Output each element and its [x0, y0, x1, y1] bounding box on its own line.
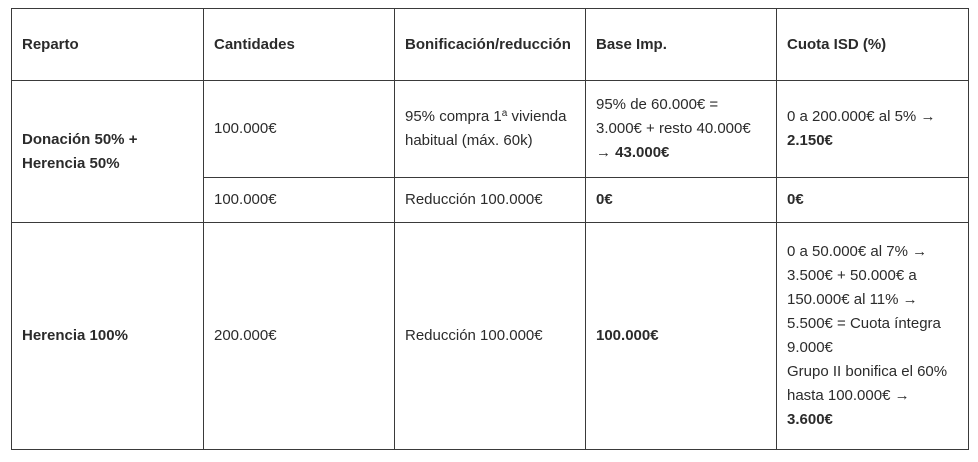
table-row — [12, 81, 969, 178]
cell-bonificacion — [395, 81, 586, 178]
cell-reparto: Donación 50% + Herencia 50% — [12, 81, 204, 223]
header-cuota: Cuota ISD (%) — [777, 9, 969, 81]
cell-cantidades: 100.000€ — [204, 81, 395, 178]
cell-cuota: 0€ — [777, 178, 969, 223]
cuota-value: 3.600€ — [787, 411, 833, 428]
cell-base: 0€ — [586, 178, 777, 223]
cell-base: 100.000€ — [586, 223, 777, 450]
cuota-text-2: Grupo II bonifica el 60% hasta 100.000€ → — [787, 363, 948, 404]
base-value: 43.000€ — [615, 144, 670, 161]
cuota-value: 2.150€ — [787, 132, 833, 149]
cell-reparto: Herencia 100% — [12, 223, 204, 450]
table-row — [12, 223, 969, 450]
ordinal-superscript: a — [501, 108, 508, 119]
cuota-text: 0 a 200.000€ al 5% → — [787, 108, 936, 125]
bonificacion-text: 95% compra 1 — [405, 108, 502, 125]
header-bonificacion: Bonificación/reducción — [395, 9, 586, 81]
header-cantidades: Cantidades — [204, 9, 395, 81]
cell-cuota — [777, 81, 969, 178]
header-reparto: Reparto — [12, 9, 204, 81]
tax-table — [11, 8, 969, 450]
base-text: 95% de 60.000€ = 3.000€ + resto 40.000€ → — [596, 96, 751, 161]
cuota-text: 0 a 50.000€ al 7% → 3.500€ + 50.000€ a 150.000€ al 11% → 5.500€ = Cuota íntegra 9.000€ — [787, 243, 941, 356]
page — [11, 8, 969, 450]
header-base: Base Imp. — [586, 9, 777, 81]
header-row — [12, 9, 969, 81]
cell-bonificacion: Reducción 100.000€ — [395, 178, 586, 223]
cell-cantidades: 200.000€ — [204, 223, 395, 450]
cell-cantidades: 100.000€ — [204, 178, 395, 223]
cell-cuota — [777, 223, 969, 450]
bonificacion-rest: vivienda habitual (máx. 60k) — [405, 108, 567, 149]
cell-base — [586, 81, 777, 178]
cell-bonificacion: Reducción 100.000€ — [395, 223, 586, 450]
